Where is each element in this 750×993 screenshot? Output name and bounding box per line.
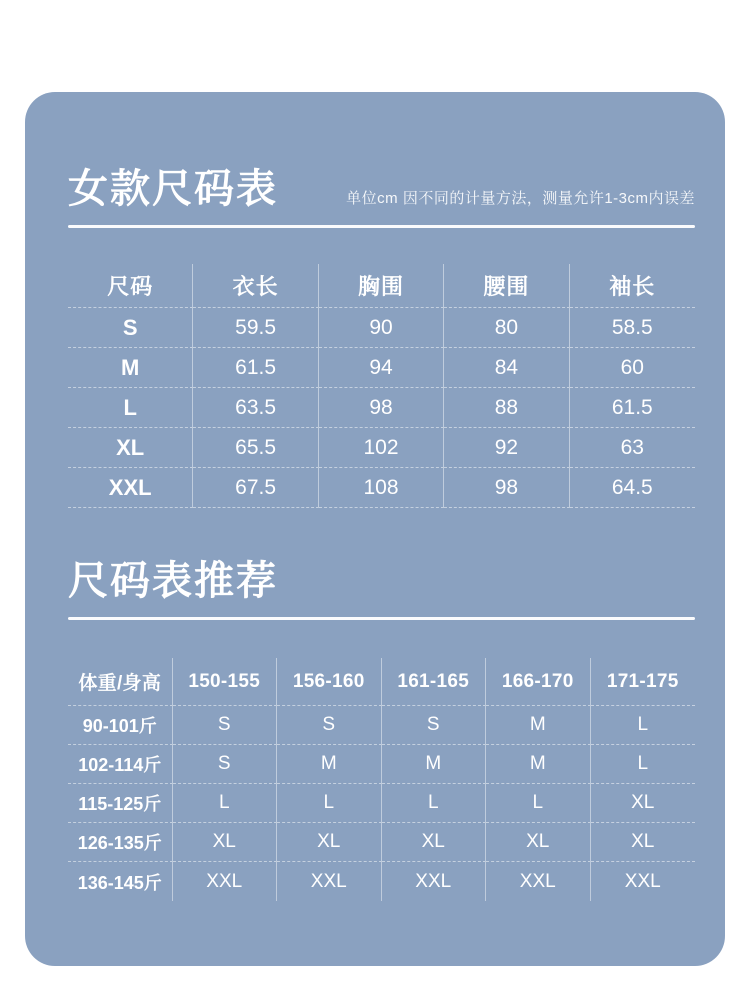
table-cell: 92 — [444, 428, 569, 468]
table-cell: XXL — [486, 862, 591, 901]
table-cell: 63.5 — [193, 388, 318, 428]
women-size-title: 女款尺码表 — [68, 167, 278, 211]
table-cell: 63 — [570, 428, 695, 468]
table-cell: 61.5 — [570, 388, 695, 428]
recommend-title: 尺码表推荐 — [68, 559, 278, 603]
table-cell: M — [68, 348, 193, 388]
table-cell: 108 — [319, 468, 444, 508]
table-cell: L — [486, 784, 591, 823]
table-cell: 136-145斤 — [68, 862, 173, 901]
table-cell: XL — [173, 823, 278, 862]
table-cell: L — [591, 706, 696, 745]
table-cell: XL — [68, 428, 193, 468]
table-cell: S — [173, 745, 278, 784]
table-cell: 67.5 — [193, 468, 318, 508]
table-header-cell: 体重/身高 — [68, 658, 173, 706]
table-cell: XXL — [624, 870, 661, 892]
table-cell: 115-125斤 — [68, 784, 173, 823]
table-header-cell: 166-170 — [486, 658, 591, 706]
table-cell: XL — [591, 823, 696, 862]
table-cell: 59.5 — [193, 308, 318, 348]
table-cell: XXL — [173, 862, 278, 901]
table-cell: 90 — [319, 308, 444, 348]
table-cell: 58.5 — [570, 308, 695, 348]
table-cell: L — [277, 784, 382, 823]
table-cell: S — [173, 706, 278, 745]
table-cell: 84 — [444, 348, 569, 388]
table-cell: M — [382, 745, 487, 784]
table-cell: 90-101斤 — [68, 706, 173, 745]
table-header-cell: 腰围 — [444, 264, 569, 308]
title-underline — [68, 617, 695, 620]
table-cell: XL — [486, 823, 591, 862]
table-header-cell: 150-155 — [173, 658, 278, 706]
table-cell: 98 — [444, 468, 569, 508]
table-cell: 88 — [444, 388, 569, 428]
table-cell: M — [277, 745, 382, 784]
recommend-section-header — [68, 558, 695, 604]
table-cell: S — [277, 706, 382, 745]
table-cell: 80 — [444, 308, 569, 348]
table-cell: XL — [382, 823, 487, 862]
table-cell: L — [591, 745, 696, 784]
measurement-tolerance-note: 单位cm 因不同的计量方法，测量允许1-3cm内误差 — [346, 190, 695, 207]
women-size-table — [68, 264, 695, 508]
table-cell: L — [68, 388, 193, 428]
table-cell: 98 — [319, 388, 444, 428]
table-cell: M — [486, 706, 591, 745]
table-cell: S — [68, 308, 193, 348]
table-cell: XL — [591, 784, 696, 823]
women-size-section-header — [68, 166, 695, 212]
table-cell: S — [382, 706, 487, 745]
table-header-cell: 156-160 — [277, 658, 382, 706]
title-underline — [68, 225, 695, 228]
table-cell: 102 — [319, 428, 444, 468]
table-cell: L — [173, 784, 278, 823]
size-recommend-table — [68, 658, 695, 901]
table-cell: 65.5 — [193, 428, 318, 468]
table-cell: M — [486, 745, 591, 784]
table-cell: L — [382, 784, 487, 823]
table-cell: 61.5 — [193, 348, 318, 388]
table-cell: XL — [277, 823, 382, 862]
table-cell: 102-114斤 — [68, 745, 173, 784]
table-cell: XXL — [382, 862, 487, 901]
table-cell: 126-135斤 — [68, 823, 173, 862]
table-header-cell: 171-175 — [591, 658, 696, 706]
table-header-cell: 尺码 — [68, 264, 193, 308]
table-header-cell: 衣长 — [193, 264, 318, 308]
size-chart-card — [25, 92, 725, 966]
table-cell: 64.5 — [570, 468, 695, 508]
table-cell: XXL — [277, 862, 382, 901]
table-header-cell: 胸围 — [319, 264, 444, 308]
table-header-cell: 161-165 — [382, 658, 487, 706]
table-cell: XXL — [68, 468, 193, 508]
table-cell: 60 — [570, 348, 695, 388]
table-cell: 94 — [319, 348, 444, 388]
table-header-cell: 袖长 — [570, 264, 695, 308]
